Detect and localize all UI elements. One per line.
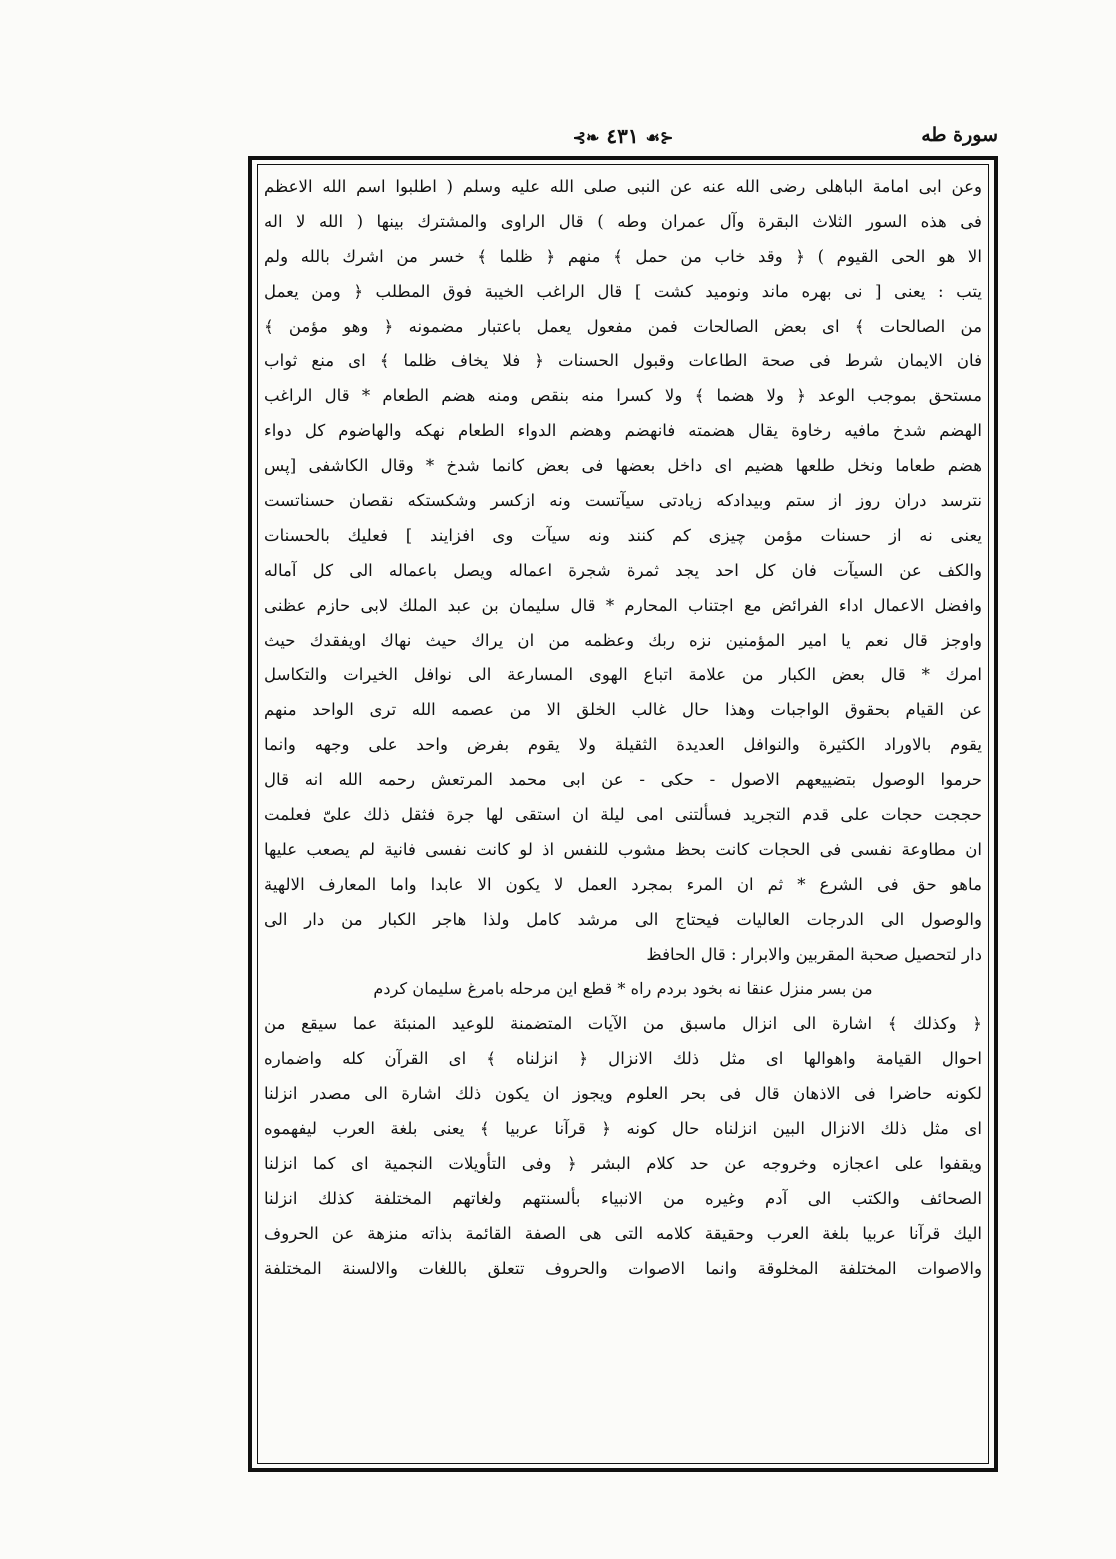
- text-line: والكف عن السيآت فان كل احد يجد ثمرة شجرة اعماله ويصل باعماله الى كل آماله: [264, 560, 982, 580]
- sura-title: سورة طه: [921, 124, 998, 146]
- text-line: والوصول الى الدرجات العاليات فيحتاج الى مرشد كامل ولذا هاجر الكبار من دار الى: [264, 909, 982, 929]
- text-line: الا هو الحى القيوم ) ﴿ وقد خاب من حمل ﴾ منهم ﴿ ظلما ﴾ خسر من اشرك بالله ولم: [264, 246, 982, 266]
- text-line: حرموا الوصول بتضييعهم الاصول - حكى - عن ابى محمد المرتعش رحمه الله انه قال: [264, 770, 982, 790]
- text-line: والاصوات المختلفة المخلوقة وانما الاصوات والحروف تتعلق باللغات والالسنة المختلفة: [264, 1258, 982, 1278]
- text-line: اليك قرآنا عربيا بلغة العرب وحقيقة كلامه التى هى الصفة القائمة بذاته منزهة عن الحروف: [264, 1223, 982, 1243]
- text-line: فى هذه السور الثلاث البقرة وآل عمران وطه ) قال الراوى والمشترك بينها ( الله لا اله: [264, 211, 982, 231]
- text-body: [264, 170, 982, 1287]
- text-line: يتب : يعنى [ نى بهره ماند ونوميد كشت ] قال الراغب الخيبة فوق المطلب ﴿ ومن يعمل: [264, 281, 982, 301]
- text-line: ويقفوا على اعجازه وخروجه عن حد كلام البشر ﴿ وفى التأويلات النجمية اى كما انزلنا: [264, 1153, 982, 1173]
- text-line: واوجز قال نعم يا امير المؤمنين نزه ربك وعظمه من ان يراك حيث نهاك اويفقدك حيث: [264, 630, 982, 650]
- text-line: حججت حجات على قدم التجريد فسألتنى امى ليلة ان استقى لها جرة فثقل ذلك علىّ فعلمت: [264, 805, 982, 825]
- text-line: فان الايمان شرط فى صحة الطاعات وقبول الحسنات ﴿ فلا يخاف ظلما ﴾ اى منع ثواب: [264, 351, 982, 371]
- running-head: [248, 124, 998, 154]
- text-line: اى مثل ذلك الانزال البين انزلناه حال كونه ﴿ قرآنا عربيا ﴾ يعنى بلغة العرب ليفهموه: [264, 1119, 982, 1139]
- text-line: ﴿ وكذلك ﴾ اشارة الى انزال ماسبق من الآيات المتضمنة للوعيد المنبئة عما سيقع من: [264, 1014, 982, 1034]
- poem-verse: من بسر منزل عنقا نه بخود بردم راه * قطع اين مرحله بامرغ سليمان كردم: [373, 979, 873, 999]
- text-line: احوال القيامة واهوالها اى مثل ذلك الانزال ﴿ انزلناه ﴾ اى القرآن كله واضماره: [264, 1049, 982, 1069]
- text-line: مستحق بموجب الوعد ﴿ ولا هضما ﴾ ولا كسرا منه بنقص ومنه هضم الطعام * قال الراغب: [264, 386, 982, 406]
- text-line: دار لتحصيل صحبة المقربين والابرار : قال الحافظ: [646, 944, 982, 964]
- text-line: هضم طعاما ونخل طلعها هضيم اى داخل بعضها فى بعض كانما شدخ * وقال الكاشفى [پس: [264, 456, 982, 476]
- text-line: لكونه حاضرا فى الاذهان قال فى بحر العلوم ويجوز ان يكون ذلك اشارة الى مصدر انزلنا: [264, 1084, 982, 1104]
- page-number-value: ٤٣١: [606, 124, 639, 148]
- text-line: الصحائف والكتب الى آدم وغيره من الانبياء بألسنتهم ولغاتهم المختلفة كذلك انزلنا: [264, 1188, 982, 1208]
- text-line: ان مطاوعة نفسى فى الحجات كانت بحظ مشوب للنفس اذ لو كانت نفسى فانية لم يصعب عليها: [264, 839, 982, 859]
- text-line: وافضل الاعمال اداء الفرائض مع اجتناب المحارم * قال سليمان بن عبد الملك لابى حازم عظنى: [264, 595, 982, 615]
- text-line: عن القيام بحقوق الواجبات وهذا حال غالب الخلق الا من عصمه الله ترى الواحد منهم: [264, 700, 982, 720]
- text-line: الهضم شدخ مافيه رخاوة يقال هضمته فانهضم وهضم الدواء الطعام نهكه والهاضوم كل دواء: [264, 421, 982, 441]
- text-line: وعن ابى امامة الباهلى رضى الله عنه عن النبى صلى الله عليه وسلم ( اطلبوا اسم الله الاعظم: [264, 177, 982, 196]
- ornament-right-icon: ☙⊱: [645, 128, 674, 147]
- page-number: [248, 124, 998, 148]
- ornament-left-icon: ⊰❧: [572, 128, 600, 147]
- text-line: ماهو حق فى الشرع * ثم ان المرء بمجرد العمل لا يكون الا عابدا واما المعارف الالهية: [264, 874, 982, 894]
- text-line: من الصالحات ﴾ اى بعض الصالحات فمن مفعول يعمل باعتبار مضمونه ﴿ وهو مؤمن ﴾: [264, 316, 982, 336]
- text-line: يقوم بالاوراد الكثيرة والنوافل العديدة الثقيلة ولا يقوم بفرض واحد على وجهه وانما: [264, 735, 982, 755]
- text-line: يعنى نه از حسنات مؤمن چيزى كم كنند ونه سيآت وى افزايند ] فعليك بالحسنات: [264, 525, 982, 545]
- text-line: نترسد دران روز از ستم وبيدادكه زيادتى سيآتست ونه ازكسر وشكستكه نقصان حسناتست: [264, 491, 982, 511]
- text-line: امرك * قال بعض الكبار من علامة اتباع الهوى المسارعة الى نوافل الخيرات والتكاسل: [264, 665, 982, 685]
